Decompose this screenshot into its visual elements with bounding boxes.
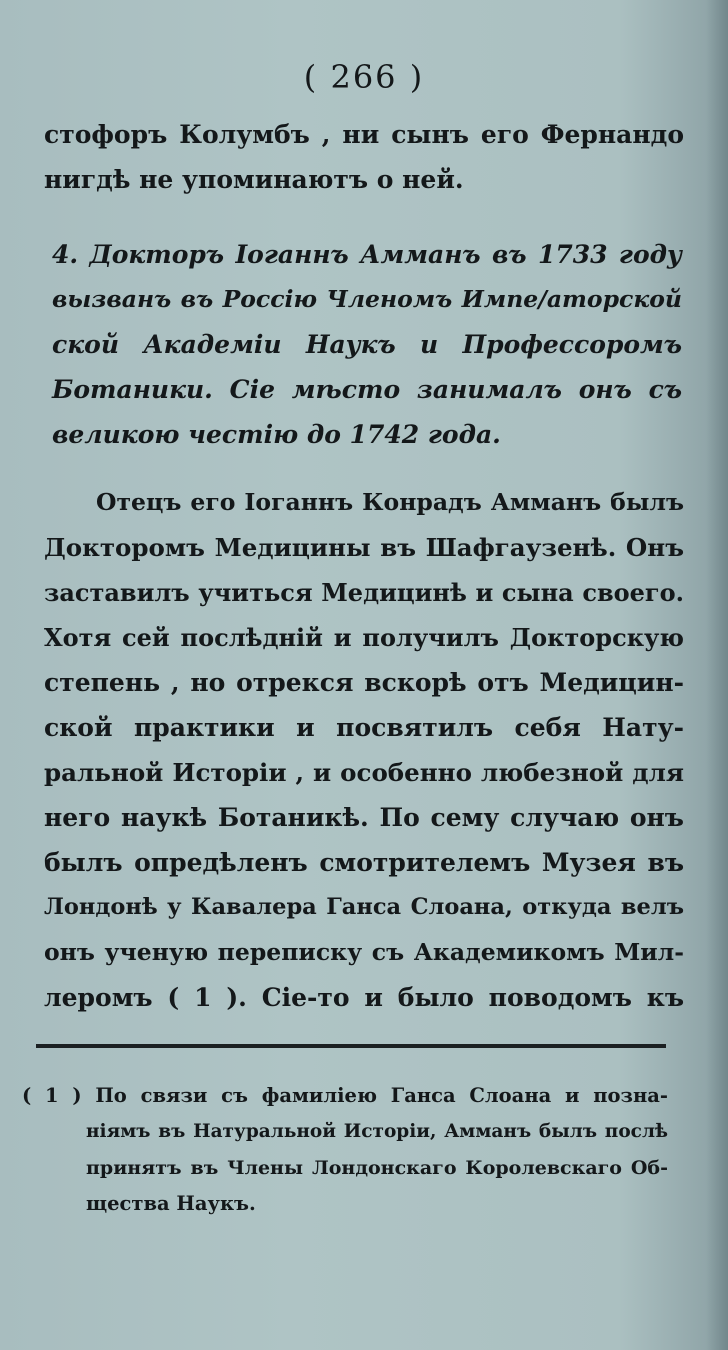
footnote-line: ( 1 ) По связи съ фамиліею Ганса Слоана и позна- [22,1084,668,1107]
text-line: Лондонѣ у Кавалера Ганса Слоана, откуда велъ [44,894,684,920]
text-line: Хотя сей послѣдній и получилъ Докторскую [44,623,684,652]
footnote-line: принятъ въ Члены Лондонскаго Королевскаго Об- [86,1157,668,1179]
footnote [22,1078,668,1222]
footnote-line: щества Наукъ. [86,1192,256,1215]
footnote-divider [36,1044,666,1048]
text-line: 4. Докторъ Іоганнъ Амманъ въ 1733 году [52,240,682,269]
text-line: ской Академіи Наукъ и Профессоромъ [52,330,682,359]
text-line: ральной Исторіи , и особенно любезной для [44,758,684,787]
text-line: Докторомъ Медицины въ Шафгаузенѣ. Онъ [44,533,684,562]
text-line: стофоръ Колумбъ , ни сынъ его Фернандо [44,120,684,149]
text-line: степень , но отрекся вскорѣ отъ Медицин- [44,668,684,697]
text-line: былъ опредѣленъ смотрителемъ Музея въ [44,848,684,877]
text-line: Отецъ его Іоганнъ Конрадъ Амманъ былъ [96,488,684,516]
text-line: Ботаники. Сіе мѣсто занималъ онъ съ [52,375,682,404]
footnote-line: ніямъ въ Натуральной Исторіи, Амманъ былъ послѣ [86,1121,668,1142]
main-paragraph [44,480,684,1020]
continuation-text [44,112,684,202]
text-line: ской практики и посвятилъ себя Нату- [44,713,684,742]
page-spine-shadow [706,0,728,1350]
text-line: него наукѣ Ботаникѣ. По сему случаю онъ [44,803,684,832]
text-line: вызванъ въ Россію Членомъ Импе/аторской [52,285,682,313]
page-number: ( 266 ) [303,58,425,96]
numbered-note-4 [52,232,682,457]
text-line: леромъ ( 1 ). Сіе-то и было поводомъ къ [44,983,684,1012]
text-line: великою честію до 1742 года. [52,420,501,449]
text-line: заставилъ учиться Медицинѣ и сына своего. [44,578,684,607]
text-line: нигдѣ не упоминаютъ о ней. [44,165,464,194]
text-line: онъ ученую переписку съ Академикомъ Мил- [44,938,684,966]
